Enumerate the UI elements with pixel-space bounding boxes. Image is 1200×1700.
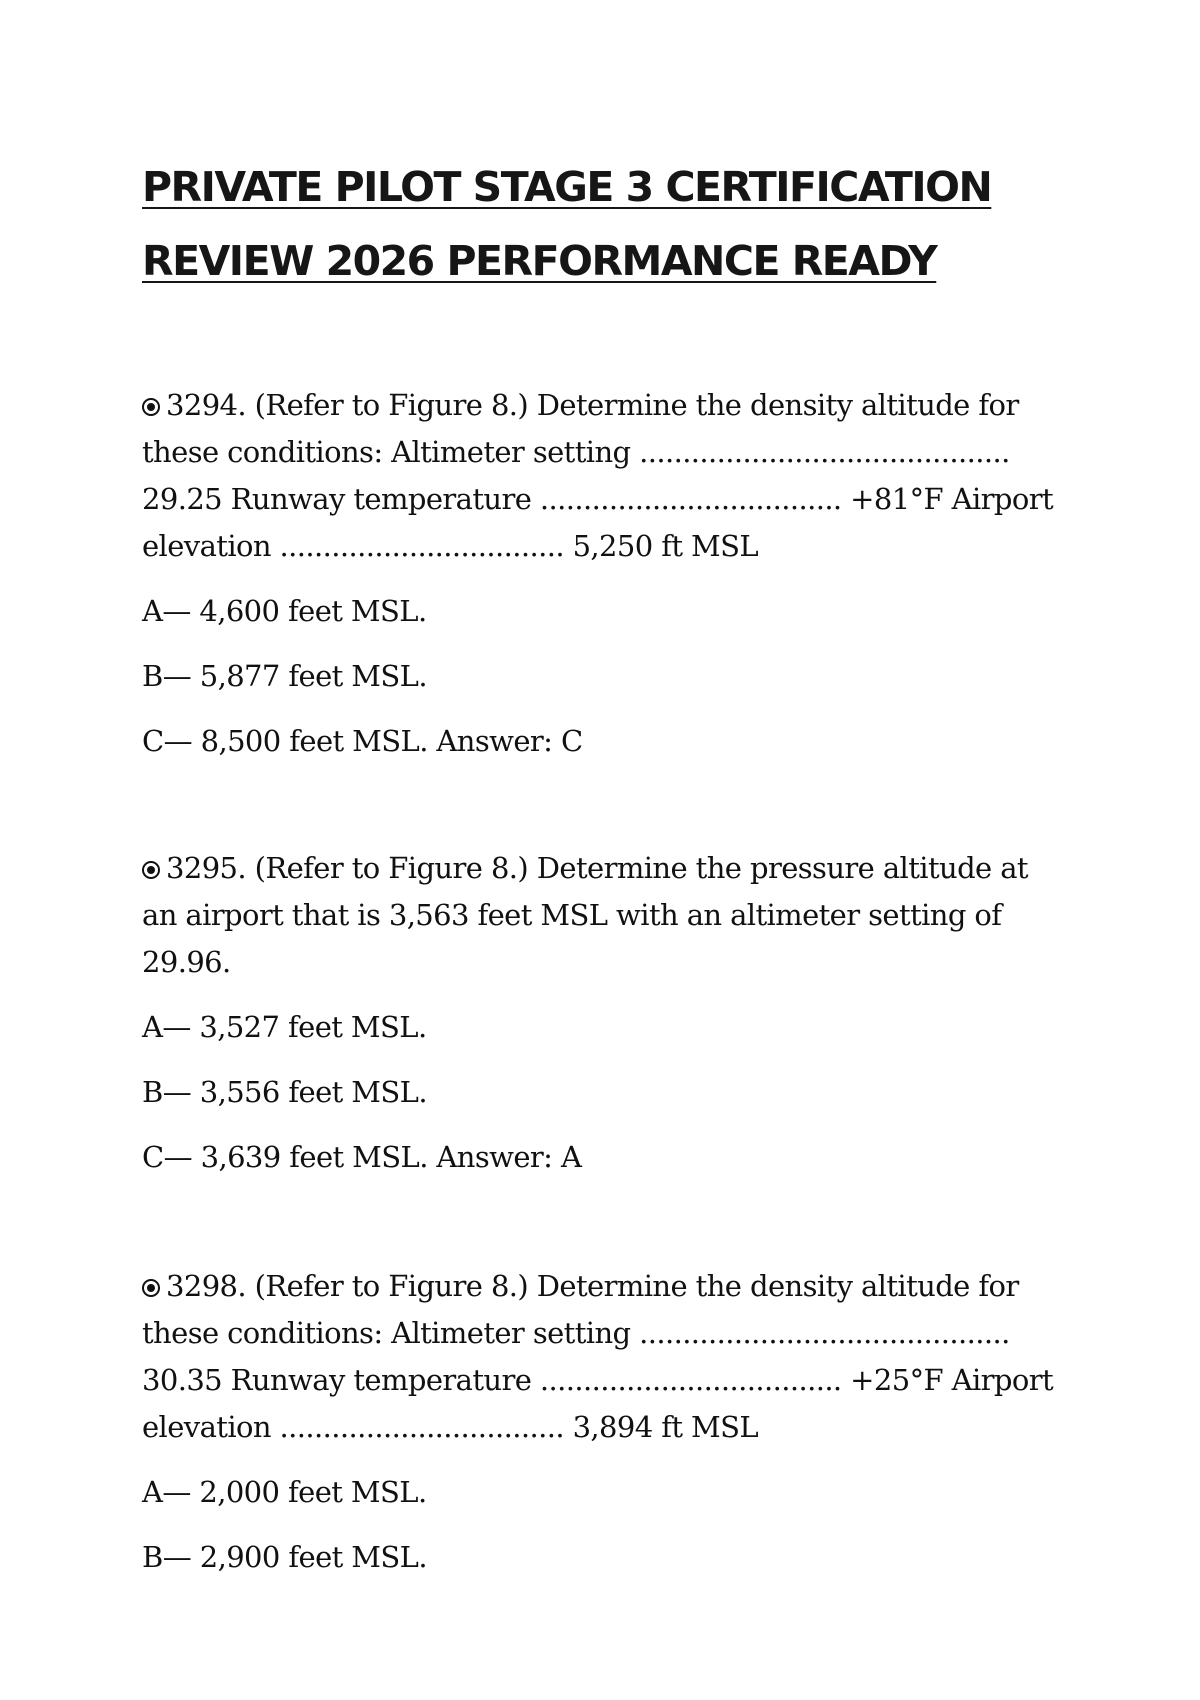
question-stem: 3295. (Refer to Figure 8.) Determine the pressure altitude at an airport that is 3,563 feet MSL with an altimeter setting of 29.96. [142,851,1028,979]
document-title [142,150,1062,298]
radio-bullet-icon [142,398,160,416]
question-text [142,382,1062,570]
radio-bullet-icon [142,861,160,879]
question-stem: 3298. (Refer to Figure 8.) Determine the density altitude for these conditions: Altimeter setting ........................................... 30.35 Runway temperature ................................... +25°F Airport elevation ................................. 3,894 ft MSL [142,1269,1054,1444]
question-text [142,1263,1062,1451]
answer-option-b: B— 3,556 feet MSL. [142,1075,427,1109]
radio-bullet-icon [142,1279,160,1297]
title-line-1: PRIVATE PILOT STAGE 3 CERTIFICATION [142,163,992,211]
answer-option-a: A— 2,000 feet MSL. [142,1475,427,1509]
title-line-2: REVIEW 2026 PERFORMANCE READY [142,237,937,285]
answer-option-b: B— 2,900 feet MSL. [142,1540,427,1574]
question-3294 [142,382,1062,765]
answer-option-a: A— 3,527 feet MSL. [142,1010,427,1044]
question-3298 [142,1263,1062,1581]
answer-option-c: C— 3,639 feet MSL. Answer: A [142,1140,582,1174]
answer-option-a: A— 4,600 feet MSL. [142,594,427,628]
answer-option-c: C— 8,500 feet MSL. Answer: C [142,724,583,758]
question-stem: 3294. (Refer to Figure 8.) Determine the density altitude for these conditions: Altimeter setting ........................................... 29.25 Runway temperature ................................... +81°F Airport elevation ................................. 5,250 ft MSL [142,388,1054,563]
document-page [142,150,1062,1581]
answer-option-b: B— 5,877 feet MSL. [142,659,427,693]
question-text [142,845,1062,986]
question-3295 [142,845,1062,1181]
